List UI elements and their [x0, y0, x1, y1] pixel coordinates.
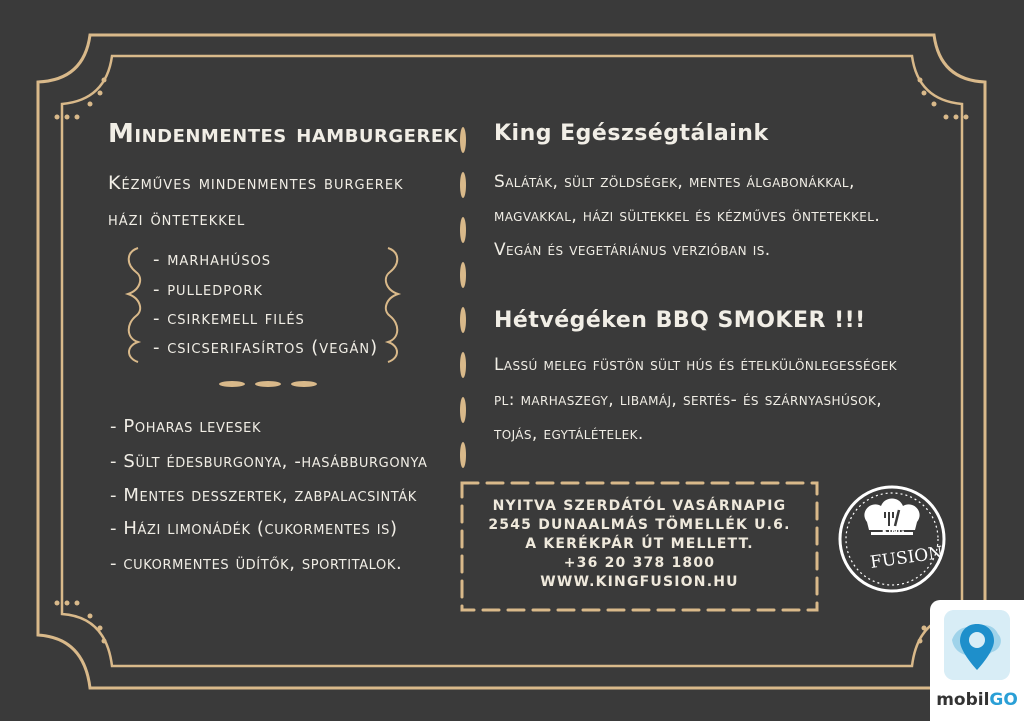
extra-list-item: - Mentes desszertek, zabpalacsinták [110, 485, 417, 506]
extra-list-item: - Házi limonádék (cukormentes is) [110, 518, 398, 539]
address: 2545 DUNAALMÁS TÖMELLÉK U.6. [488, 517, 791, 533]
health-plates-line: magvakkal, házi sültekkel és kézműves öntetekkel. [494, 206, 881, 226]
opening-info-box [462, 483, 817, 610]
phone-number[interactable]: +36 20 378 1800 [563, 555, 716, 571]
logo-tag: KING [882, 527, 905, 536]
europe-map-pin-icon [944, 610, 1010, 680]
health-plates-line: Vegán és vegetáriánus verzióban is. [494, 240, 771, 260]
mobilgo-badge[interactable] [930, 600, 1024, 721]
mobilgo-label: mobilGO [936, 690, 1018, 710]
left-intro-line: Kézműves mindenmentes burgerek [108, 172, 404, 194]
extra-list-item: - Sült édesburgonya, -hasábburgonya [110, 451, 428, 472]
burger-list-item: - marhahúsos [153, 249, 272, 270]
burger-list-item: - csicserifasírtos (vegán) [153, 337, 379, 358]
burger-list-item: - csirkemell filés [153, 308, 305, 329]
bbq-line: tojás, egytálételek. [494, 424, 644, 444]
health-plates-title: King Egészségtálaink [494, 121, 769, 146]
left-section-title: Mindenmentes hamburgerek [108, 119, 459, 149]
bbq-line: Lassú meleg füstön sült hús és ételkülönlegességek [494, 355, 897, 375]
extra-list-item: - Poharas levesek [110, 416, 262, 437]
website-link[interactable]: WWW.KINGFUSION.HU [540, 574, 739, 590]
bbq-line: pl: marhaszegy, libamáj, sertés- és szárnyashúsok, [494, 390, 883, 410]
opening-hours: NYITVA SZERDÁTÓL VASÁRNAPIG [492, 498, 787, 514]
address-note: A KERÉKPÁR ÚT MELLETT. [525, 536, 754, 552]
left-intro-line: házi öntetekkel [108, 208, 246, 230]
chef-hat-cutlery-icon [835, 482, 949, 596]
extra-list-item: - cukormentes üdítők, sportitalok. [110, 553, 403, 574]
health-plates-line: Saláták, sült zöldségek, mentes álgabonákkal, [494, 172, 855, 192]
burger-list-item: - pulledpork [153, 279, 263, 300]
bbq-title: Hétvégéken BBQ SMOKER !!! [494, 308, 866, 333]
logo-name: FUSION [868, 542, 945, 574]
